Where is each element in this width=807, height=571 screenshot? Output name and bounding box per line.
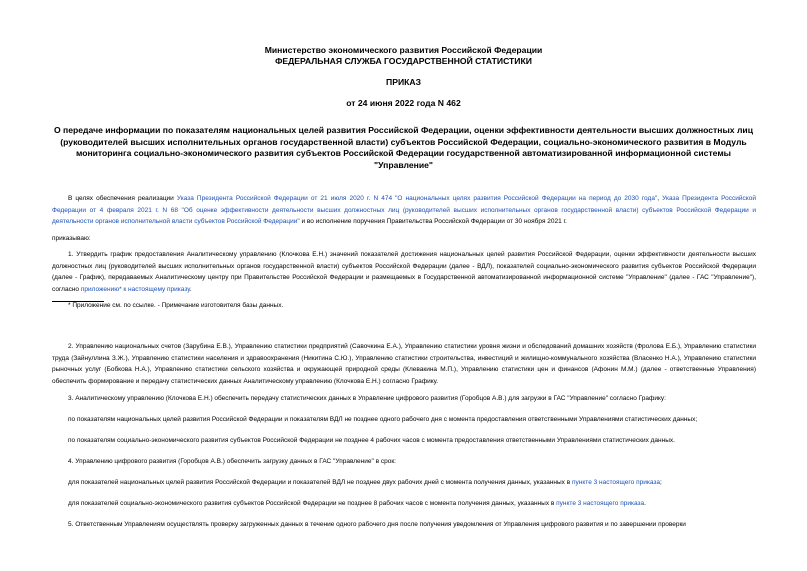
paragraph-4b-text: для показателей социально-экономического развития субъектов Российской Федерации не позднее 8 рабочих часов с момента получения данных, указанных в bbox=[68, 500, 557, 507]
preamble-text-2: , bbox=[657, 195, 663, 202]
paragraph-1-end: . bbox=[189, 285, 192, 293]
service-name: ФЕДЕРАЛЬНАЯ СЛУЖБА ГОСУДАРСТВЕННОЙ СТАТИСТИКИ bbox=[275, 56, 532, 66]
paragraph-3a: по показателям национальных целей развития Российской Федерации и показателям ВДЛ не позднее одного рабочего дня с момента предоставления ответственными Управлениями статистических данных; bbox=[68, 416, 698, 423]
footnote: * Приложение см. по ссылке. - Примечание изготовителя базы данных. bbox=[68, 302, 284, 309]
paragraph-5: 5. Ответственным Управлениям осуществлять проверку загруженных данных в течение одного рабочего дня после получения уведомления от Управления цифрового развития и по завершении проверки bbox=[68, 521, 686, 528]
paragraph-2: 2. Управлению национальных счетов (Зарубина Е.В.), Управлению статистики предприятий (Савочкина Е.А.), Управлению статистики уровня жизни и обследований домашних хозяйств (Фролова Е.Б.), Управлению статистики труда (Зайнуллина З.Ж.), Управлению статистики населения и здравоохранения (Никитина С.Ю.), Управлению статистики строительства, инвестиций и жилищно-коммунального хозяйства (Власенко Н.А.), Управлению статистики рыночных услуг (Бобкова Н.А.), Управлению статистики сельского хозяйства и окружающей природной среды (Клевакина М.П.), Управлению статистики цен и финансов (Афонин М.М.) (далее - ответственные Управления) обеспечить формирование и передачу статистических данных Аналитическому управлению (Клочкова Е.Н.) согласно Графику. bbox=[52, 343, 756, 385]
appendix-link[interactable]: приложению* к настоящему приказу bbox=[80, 285, 190, 293]
paragraph-3: 3. Аналитическому управлению (Клочкова Е.Н.) обеспечить передачу статистических данных в Управление цифрового развития (Горобцов А.В.) для загрузки в ГАС "Управление" согласно Графику: bbox=[68, 395, 666, 402]
doc-type: ПРИКАЗ bbox=[386, 77, 421, 87]
decree-474-link[interactable]: Указа Президента Российской Федерации от 21 июля 2020 г. N 474 "О национальных целях развития Российской Федерации на период до 2030 года" bbox=[176, 195, 658, 202]
preamble bbox=[52, 193, 756, 228]
paragraph-4b-end: . bbox=[644, 500, 646, 507]
preamble-text-1: В целях обеспечения реализации bbox=[68, 195, 177, 202]
decree-68-link[interactable]: Указа Президента Российской Федерации от 4 февраля 2021 г. N 68 "Об оценке эффективности деятельности высших должностных лиц (руководителей высших исполнительных органов государственной власти) субъектов Российской Федерации и деятельности органов исполнительной власти субъектов Российской Федерации" bbox=[52, 195, 756, 226]
doc-date-number: от 24 июня 2022 года N 462 bbox=[346, 98, 461, 108]
preamble-text-3: и во исполнение поручения Правительства Российской Федерации от 30 ноября 2021 г. bbox=[299, 218, 567, 226]
item-3-link[interactable]: пункте 3 настоящего приказа bbox=[572, 479, 660, 486]
paragraph-4a-end: ; bbox=[659, 479, 662, 486]
order-word: приказываю: bbox=[52, 235, 91, 242]
item-3-link-2[interactable]: пункте 3 настоящего приказа bbox=[556, 500, 645, 507]
paragraph-1 bbox=[52, 249, 756, 295]
paragraph-4a-text: для показателей национальных целей развития Российской Федерации и показателей ВДЛ не позднее двух рабочих дней с момента получения данных, указанных в bbox=[68, 479, 573, 486]
paragraph-4a bbox=[52, 477, 756, 489]
paragraph-1-text: 1. Утвердить график предоставления Аналитическому управлению (Клочкова Е.Н.) значений показателей достижения национальных целей развития Российской Федерации, оценки эффективности деятельности высших должностных лиц (руководителей высших исполнительных органов государственной власти) субъектов Российской Федерации (далее - ВДЛ), показателей социально-экономического развития субъектов Российской Федерации (далее - График), передаваемых Аналитическому центру при Правительстве Российской Федерации и размещаемых в Государственной автоматизированной информационной системе "Управление" (далее - ГАС "Управление"), согласно bbox=[52, 251, 756, 293]
document-title: О передаче информации по показателям национальных целей развития Российской Федерации, оценки эффективности деятельности высших должностных лиц (руководителей высших исполнительных органов государственной власти) субъектов Российской Федерации, социально-экономического развития в Модуль мониторинга социально-экономического развития субъектов Российской Федерации государственной автоматизированной информационной системы "Управление" bbox=[53, 125, 753, 170]
paragraph-4b bbox=[52, 498, 756, 510]
paragraph-3b: по показателям социально-экономического развития субъектов Российской Федерации не позднее 4 рабочих часов с момента предоставления ответственными Управлениями статистических данных. bbox=[68, 437, 675, 444]
paragraph-4: 4. Управлению цифрового развития (Горобцов А.В.) обеспечить загрузку данных в ГАС "Управление" в срок: bbox=[68, 458, 396, 465]
ministry-name: Министерство экономического развития Российской Федерации bbox=[264, 45, 543, 55]
